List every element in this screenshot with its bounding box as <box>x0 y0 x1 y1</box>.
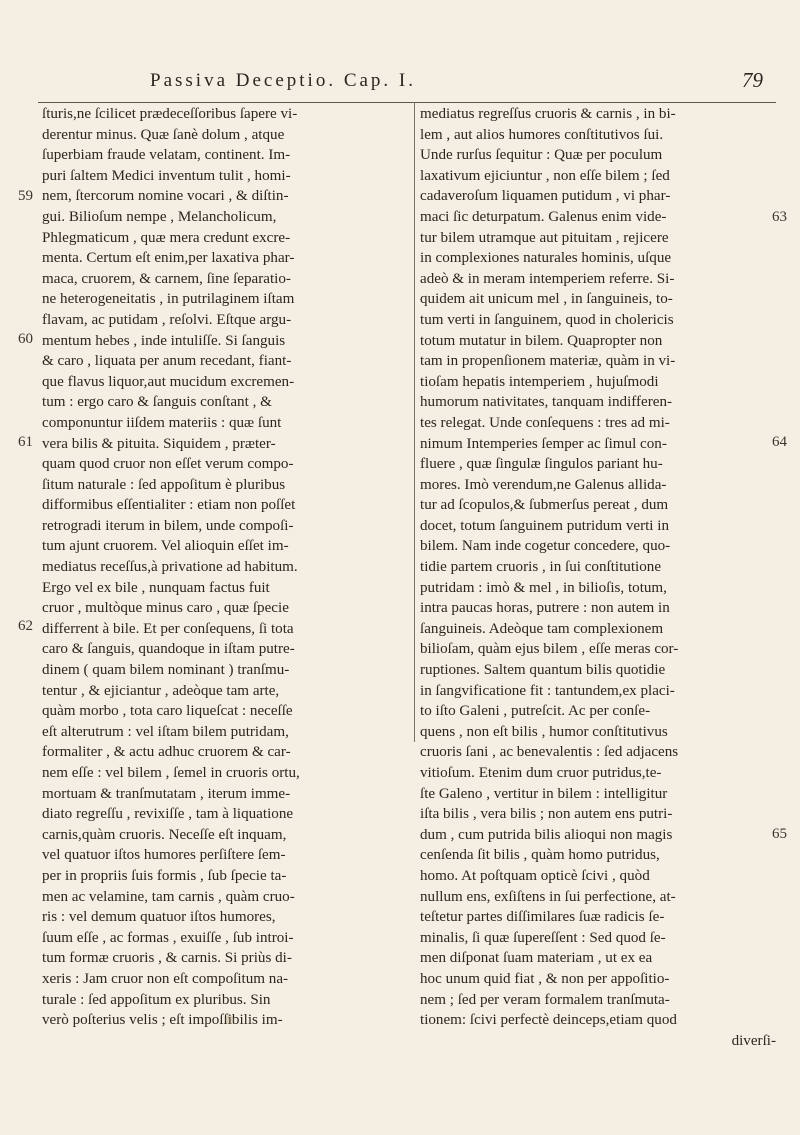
text-line: iſta bilis , vera bilis ; non autem ens putri- <box>420 806 673 823</box>
right-column <box>420 104 780 1051</box>
text-line: in complexiones naturales hominis, uſque <box>420 250 672 267</box>
text-line: eſt alterutrum : vel iſtam bilem putridam, <box>42 723 289 740</box>
text-line: nem eſſe : vel bilem , ſemel in cruoris ortu, <box>42 765 300 781</box>
text-line: tionem: ſcivi perfectè deinceps,etiam quod <box>420 1012 677 1029</box>
text-line: ſuperbiam fraude velatam, continent. Im- <box>42 147 291 164</box>
text-line: bilioſam, quàm ejus bilem , eſſe meras cor- <box>420 641 679 658</box>
text-line: quam quod cruor non eſſet verum compo- <box>42 456 294 473</box>
text-line: differrent à bile. Et per conſequens, ſi tota <box>42 620 294 637</box>
text-line: que flavus liquor,aut mucidum excremen- <box>42 373 295 390</box>
text-line: tes relegat. Unde conſequens : tres ad mi- <box>420 414 670 431</box>
text-line: fluere , quæ ſingulæ ſingulos pariant hu- <box>420 456 663 473</box>
text-line: cenſenda ſit bilis , quàm homo putridus, <box>420 847 660 864</box>
text-line: ruptiones. Saltem quantum bilis quotidie <box>420 662 666 679</box>
text-line: adeò & in meram intemperiem referre. Si- <box>420 270 675 287</box>
text-line: verò poſterius velis ; eſt impoſſibilis im- <box>42 1012 283 1029</box>
text-line: difformibus eſſentialiter : etiam non poſſet <box>42 497 296 514</box>
text-line: men ac velamine, tam carnis , quàm cruo- <box>42 888 295 905</box>
text-line: quens , non eſt bilis , humor conſtitutivus <box>420 723 668 740</box>
running-head: Passiva Deceptio. Cap. I. <box>150 70 417 91</box>
text-line: humorum nativitates, tanquam indifferen- <box>420 394 673 411</box>
text-line: Unde rurſus ſequitur : Quæ per poculum <box>420 147 663 164</box>
text-line: bilem. Nam inde cogetur concedere, quo- <box>420 538 671 555</box>
text-line: ſitum naturale : ſed appoſitum è pluribus <box>42 476 286 493</box>
margin-number-62: 62 <box>18 618 33 634</box>
text-line: cruor , multòque minus caro , quæ ſpecie <box>42 600 289 617</box>
text-line: tur bilem utramque aut pituitam , rejicere <box>420 229 669 246</box>
text-line: putridam : imò & mel , in bilioſis, totum, <box>420 579 667 596</box>
margin-number-64: 64 <box>772 434 787 450</box>
header-rule <box>38 102 776 103</box>
text-line: tum ajunt cruorem. Vel alioquin eſſet im- <box>42 538 289 555</box>
text-line: turale : ſed appoſitum ex pluribus. Sin <box>42 991 271 1008</box>
text-line: tidie partem cruoris , in ſui conſtitutione <box>420 559 662 576</box>
text-line: tum verti in ſanguinem, quod in cholericis <box>420 311 674 328</box>
text-line: & caro , liquata per anum recedant, fiant- <box>42 353 292 370</box>
margin-number-60: 60 <box>18 331 33 347</box>
text-line: carnis,quàm cruoris. Neceſſe eſt inquam, <box>42 826 287 843</box>
catchword: diverſi- <box>731 1032 776 1049</box>
text-line: maca, cruorem, & carnem, ſine ſeparatio- <box>42 270 291 287</box>
text-line: mentum hebes , inde intuliſſe. Si ſanguis <box>42 332 286 349</box>
column-divider <box>414 102 415 742</box>
text-line: minalis, ſi quæ ſupereſſent : Sed quod ſe- <box>420 929 666 946</box>
text-line: tum : ergo caro & ſanguis conſtant , & <box>42 394 272 411</box>
text-line: nullum ens, exſiſtens in ſui perfectione, at- <box>420 888 676 905</box>
text-line: mores. Imò verendum,ne Galenus allida- <box>420 476 667 493</box>
text-line: ſturis,ne ſcilicet prædeceſſoribus ſapere vi- <box>42 106 298 122</box>
text-line: flavam, ac putidam , reſolvi. Eſtque argu- <box>42 311 292 328</box>
text-line: vel quatuor iſtos humores perſiſtere ſem- <box>42 847 286 864</box>
text-line: lem , aut alios humores conſtitutivos ſui. <box>420 126 664 143</box>
text-line: Ergo vel ex bile , nunquam factus fuit <box>42 579 270 596</box>
text-line: diato regreſſu , revixiſſe , tam à liquatione <box>42 806 294 823</box>
text-line: cadaveroſum liquamen putidum , vi phar- <box>420 188 671 205</box>
text-line: caro & ſanguis, quandoque in iſtam putre- <box>42 641 295 658</box>
margin-number-61: 61 <box>18 434 33 450</box>
text-line: nem ; ſed per veram formalem tranſmuta- <box>420 991 670 1008</box>
text-line: totum mutatur in bilem. Quapropter non <box>420 332 663 349</box>
text-line: docet, totum ſanguinem putridum verti in <box>420 517 670 534</box>
margin-number-63: 63 <box>772 209 787 225</box>
text-line: vera bilis & pituita. Siquidem , præter- <box>42 435 276 452</box>
text-line: ſte Galeno , vertitur in bilem : intelligitur <box>420 785 668 802</box>
text-line: cruoris ſani , ac benevalentis : ſed adjacens <box>420 744 679 761</box>
text-line: mediatus regreſſus cruoris & carnis , in bi- <box>420 106 676 122</box>
text-line: xeris : Jam cruor non eſt compoſitum na- <box>42 970 289 987</box>
text-line: tentur , & ejiciantur , adeòque tam arte, <box>42 682 280 699</box>
text-line: formaliter , & actu adhuc cruorem & car- <box>42 744 291 761</box>
text-line: tur ad ſcopulos,& ſubmerſus pereat , dum <box>420 497 669 514</box>
text-line: quidem ait unicum mel , in ſanguineis, to- <box>420 291 673 308</box>
text-line: mediatus receſſus,à privatione ad habitum. <box>42 559 298 576</box>
text-line: ſuum eſſe , ac formas , exuiſſe , ſub introi- <box>42 929 294 946</box>
text-line: retrogradi iterum in bilem, unde compoſi- <box>42 517 294 534</box>
text-line: nimum Intemperies ſemper ac ſimul con- <box>420 435 667 452</box>
text-line: tioſam hepatis intemperiem , hujuſmodi <box>420 373 659 390</box>
text-line: to iſto Galeni , putreſcit. Ac per conſe- <box>420 703 651 720</box>
text-line: derentur minus. Quæ ſanè dolum , atque <box>42 126 285 143</box>
text-line: quàm morbo , tota caro liqueſcat : neceſſe <box>42 703 293 720</box>
text-line: mortuam & tranſmutatam , iterum imme- <box>42 785 291 802</box>
text-line: homo. At poſtquam opticè ſcivi , quòd <box>420 867 650 884</box>
text-line: men diſponat ſuam materiam , ut ex ea <box>420 950 653 967</box>
text-line: tam in propenſionem materiæ, quàm in vi- <box>420 353 676 370</box>
text-line: componuntur iiſdem materiis : quæ ſunt <box>42 414 282 431</box>
text-line: ris : vel demum quatuor iſtos humores, <box>42 909 276 926</box>
text-line: tum formæ cruoris , & carnis. Si priùs di- <box>42 950 292 967</box>
text-line: intra paucas horas, putrere : non autem in <box>420 600 670 617</box>
text-line: vitioſum. Etenim dum cruor putridus,te- <box>420 765 662 781</box>
text-line: in ſangvificatione fit : tantundem,ex placi- <box>420 682 675 699</box>
paper-stain <box>225 1015 234 1024</box>
text-line: laxativum ejiciuntur , non eſſe bilem ; ſed <box>420 167 670 184</box>
text-line: gui. Bilioſum nempe , Melancholicum, <box>42 208 277 225</box>
text-line: maci ſic deturpatum. Galenus enim vide- <box>420 208 667 225</box>
text-line: hoc unum quid fiat , & non per appoſitio- <box>420 970 670 987</box>
margin-number-59: 59 <box>18 188 33 204</box>
page-number: 79 <box>742 68 763 92</box>
text-line: ſanguineis. Adeòque tam complexionem <box>420 620 664 637</box>
text-line: teſtetur partes diſſimilares ſuæ radicis ſe- <box>420 909 665 926</box>
text-line: puri ſaltem Medici inventum tulit , homi- <box>42 167 291 184</box>
text-line: nem, ſtercorum nomine vocari , & diſtin- <box>42 188 289 205</box>
margin-number-65: 65 <box>772 826 787 842</box>
text-line: dum , cum putrida bilis alioqui non magis <box>420 826 673 843</box>
left-column <box>42 104 410 1031</box>
text-line: Phlegmaticum , quæ mera credunt excre- <box>42 229 291 246</box>
text-line: menta. Certum eſt enim,per laxativa phar- <box>42 250 295 267</box>
text-line: dinem ( quam bilem nominant ) tranſmu- <box>42 662 290 679</box>
text-line: per in propriis ſuis formis , ſub ſpecie ta- <box>42 867 287 884</box>
text-line: ne heterogeneitatis , in putrilaginem iſtam <box>42 291 295 308</box>
